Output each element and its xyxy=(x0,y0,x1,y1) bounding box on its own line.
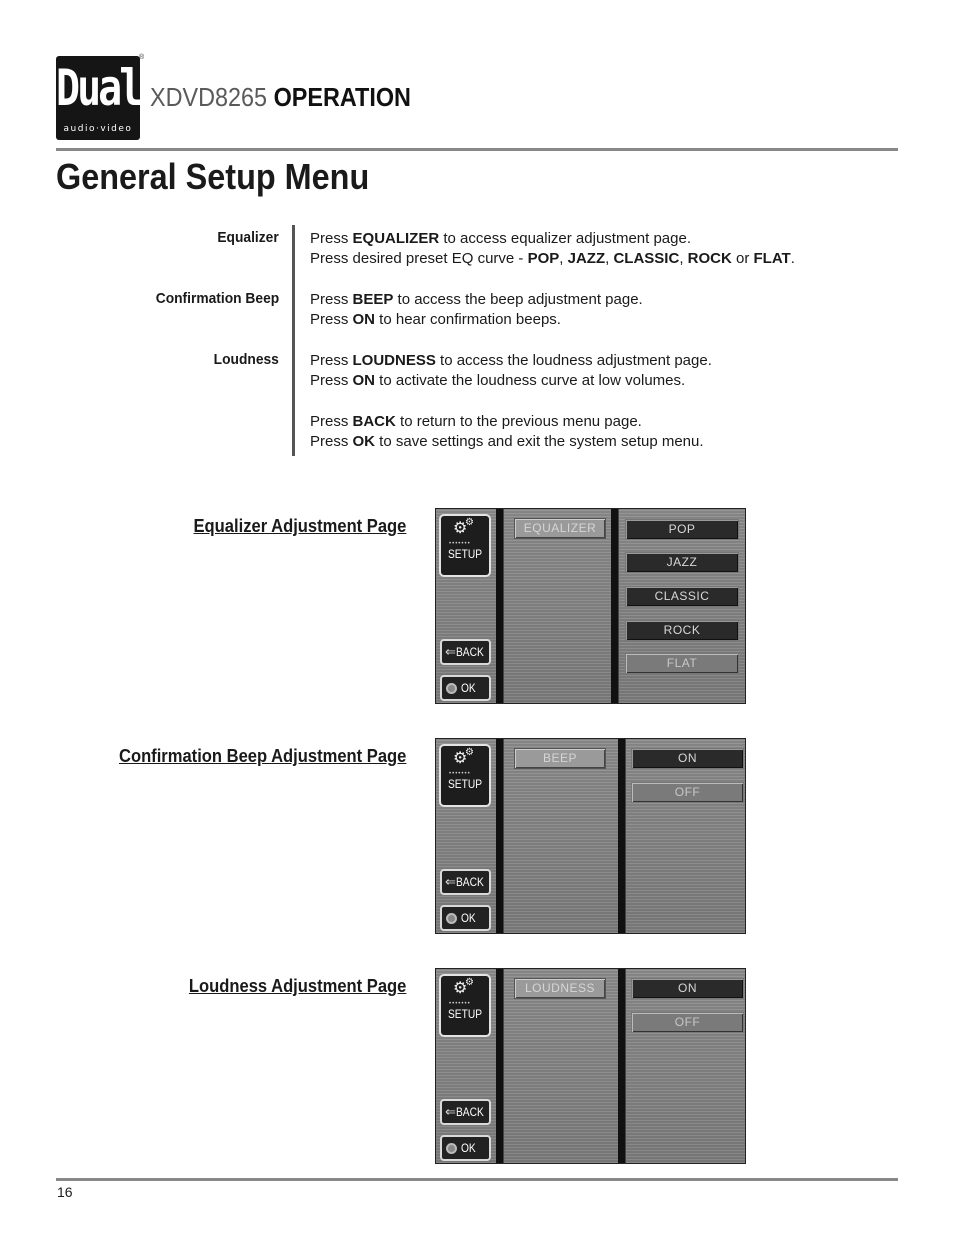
divider-line xyxy=(292,225,295,456)
beep-screen xyxy=(435,738,746,934)
eq-rock-button[interactable]: ROCK xyxy=(625,620,739,641)
beep-off-button[interactable]: OFF xyxy=(631,782,744,803)
eq-classic-button[interactable]: CLASSIC xyxy=(625,586,739,607)
instruction-line: Press EQUALIZER to access equalizer adjustment page. xyxy=(310,230,692,247)
panel-divider xyxy=(611,509,618,703)
ok-label: OK xyxy=(461,681,476,695)
instruction-line: Press OK to save settings and exit the system setup menu. xyxy=(310,432,704,450)
eq-pop-button[interactable]: POP xyxy=(625,519,739,540)
beep-page-label: Confirmation Beep Adjustment Page xyxy=(118,746,406,766)
instruction-line: Press LOUDNESS to access the loudness adjustment page. xyxy=(310,351,712,369)
back-label: BACK xyxy=(455,875,484,889)
gear-icon: ⚙ xyxy=(453,750,468,767)
setup-button[interactable] xyxy=(439,514,491,577)
eq-flat-button[interactable]: FLAT xyxy=(625,653,739,674)
ok-label: OK xyxy=(461,911,476,925)
panel-divider xyxy=(496,739,503,933)
equalizer-header-button[interactable]: EQUALIZER xyxy=(514,518,606,539)
setup-label: SETUP xyxy=(447,777,482,791)
loudness-on-button[interactable]: ON xyxy=(631,978,744,999)
header-rule xyxy=(56,148,898,151)
panel-divider xyxy=(618,969,625,1163)
ok-circle-icon xyxy=(446,1143,457,1154)
gear-icon: ⚙ xyxy=(453,520,468,537)
dots-decoration: ••••••• xyxy=(449,541,471,547)
dots-decoration: ••••••• xyxy=(449,1001,471,1007)
panel-divider xyxy=(496,509,503,703)
panel-divider xyxy=(618,739,625,933)
dual-logo xyxy=(56,56,140,140)
ok-button[interactable] xyxy=(440,905,491,931)
dots-decoration: ••••••• xyxy=(449,771,471,777)
back-arrow-icon: ⇐ xyxy=(445,874,456,889)
gear-icon: ⚙ xyxy=(453,980,468,997)
ok-circle-icon xyxy=(446,683,457,694)
ok-circle-icon xyxy=(446,913,457,924)
gear-small-icon: ⚙ xyxy=(465,517,474,528)
model-number: XDVD8265 xyxy=(150,82,268,112)
instruction-line: Press ON to hear confirmation beeps. xyxy=(310,311,561,329)
footer-rule xyxy=(56,1178,898,1181)
ok-button[interactable] xyxy=(440,675,491,701)
beep-header-button[interactable]: BEEP xyxy=(514,748,606,769)
instruction-line: Press desired preset EQ curve - POP, JAZZ, CLASSIC, ROCK or FLAT. xyxy=(310,250,795,268)
model-heading xyxy=(150,82,411,113)
label-loudness: Loudness xyxy=(213,351,279,368)
label-confirmation-beep: Confirmation Beep xyxy=(155,290,279,307)
setup-button[interactable] xyxy=(439,974,491,1037)
logo-subtitle: audio·video xyxy=(63,124,133,134)
loudness-page-label: Loudness Adjustment Page xyxy=(188,976,406,996)
setting-instructions xyxy=(310,229,795,452)
page-title: General Setup Menu xyxy=(56,156,370,197)
gear-small-icon: ⚙ xyxy=(465,747,474,758)
back-label: BACK xyxy=(455,645,484,659)
section-name: OPERATION xyxy=(273,82,411,112)
ok-label: OK xyxy=(461,1141,476,1155)
instruction-line: Press ON to activate the loudness curve at low volumes. xyxy=(310,372,686,390)
back-button[interactable] xyxy=(440,639,491,665)
ok-button[interactable] xyxy=(440,1135,491,1161)
loudness-header-button[interactable]: LOUDNESS xyxy=(514,978,606,999)
back-label: BACK xyxy=(455,1105,484,1119)
back-button[interactable] xyxy=(440,869,491,895)
equalizer-screen xyxy=(435,508,746,704)
gear-small-icon: ⚙ xyxy=(465,977,474,988)
instruction-line: Press BEEP to access the beep adjustment page. xyxy=(310,290,643,308)
equalizer-page-label: Equalizer Adjustment Page xyxy=(193,516,406,536)
page-number: 16 xyxy=(57,1184,73,1200)
setup-label: SETUP xyxy=(447,1007,482,1021)
instruction-line: Press BACK to return to the previous menu page. xyxy=(310,412,642,430)
back-arrow-icon: ⇐ xyxy=(445,1104,456,1119)
panel-divider xyxy=(496,969,503,1163)
setup-button[interactable] xyxy=(439,744,491,807)
beep-on-button[interactable]: ON xyxy=(631,748,744,769)
eq-jazz-button[interactable]: JAZZ xyxy=(625,552,739,573)
back-button[interactable] xyxy=(440,1099,491,1125)
registered-mark: ® xyxy=(139,54,145,61)
loudness-off-button[interactable]: OFF xyxy=(631,1012,744,1033)
logo-wordmark: Dual xyxy=(56,60,141,118)
loudness-screen xyxy=(435,968,746,1164)
label-equalizer: Equalizer xyxy=(217,229,279,246)
back-arrow-icon: ⇐ xyxy=(445,644,456,659)
setup-label: SETUP xyxy=(447,547,482,561)
